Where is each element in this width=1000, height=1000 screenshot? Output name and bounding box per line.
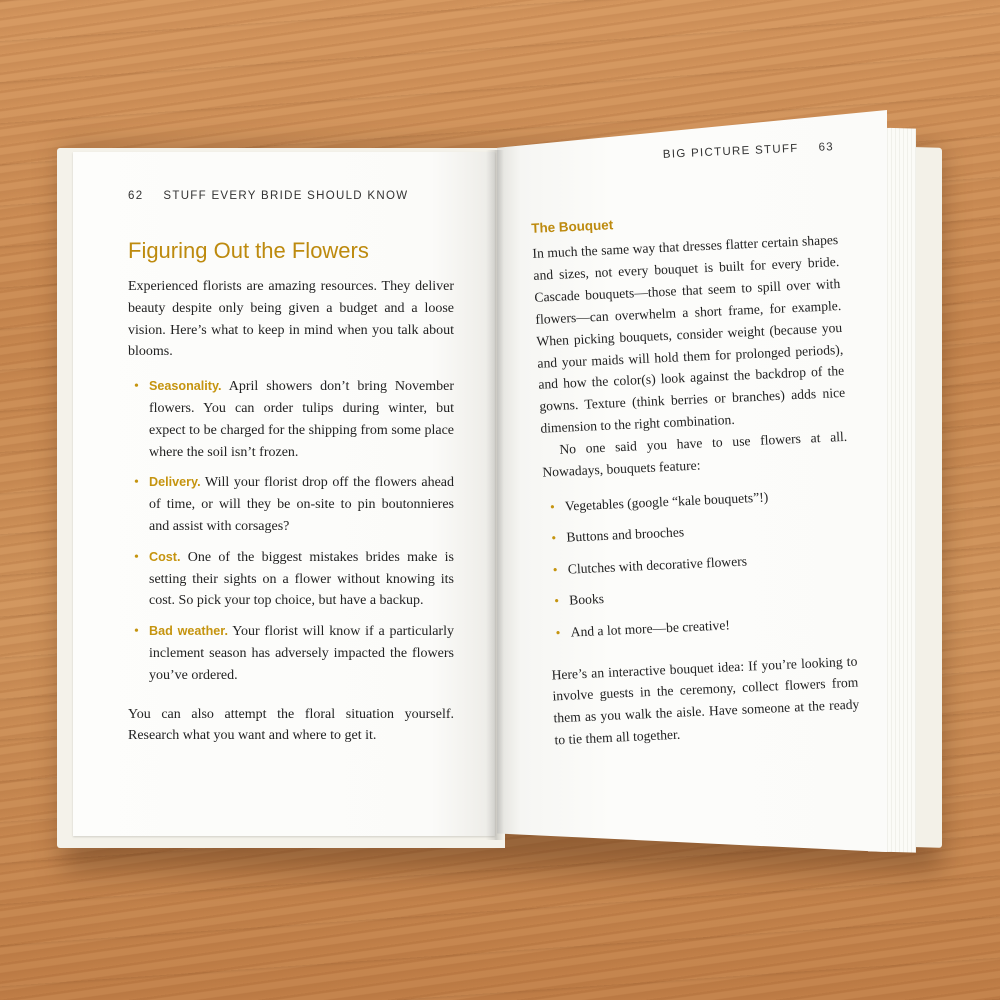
left-page-content bbox=[128, 190, 454, 747]
subsection-title: The Bouquet bbox=[530, 217, 614, 236]
list-item bbox=[548, 577, 855, 613]
list-item bbox=[546, 545, 853, 581]
book-gutter bbox=[486, 150, 504, 840]
bullet-dot: • bbox=[134, 549, 139, 565]
bouquet-list bbox=[544, 483, 856, 644]
list-item-text: April showers don’t bring November flowers. You can order tulips during winter, but expect to be charged for the shipping from some place where the soil isn’t frozen. bbox=[149, 379, 454, 460]
right-page-content bbox=[528, 141, 861, 751]
tips-list bbox=[128, 376, 454, 686]
bouquet-paragraph: In much the same way that dresses flatter certain shapes and sizes, not every bouquet is built for every bride. Cascade bouquets—those that seem to spill over with flowers—can overwhelm a short frame, for example. When picking bouquets, consider weight (because you and your maids will hold them for prolonged periods), and how the color(s) look against the backdrop of the gowns. Texture (think berries or branches) adds nice dimension to the right combination. bbox=[532, 232, 846, 436]
list-item-lead: Bad weather. bbox=[149, 624, 228, 639]
list-item-lead: Delivery. bbox=[149, 475, 201, 490]
bullet-dot: • bbox=[552, 561, 558, 578]
left-running-head bbox=[128, 190, 454, 202]
list-item-text: One of the biggest mistakes brides make is setting their sights on a flower without knowing its cost. So pick your top choice, but have a backup. bbox=[149, 549, 454, 609]
section-title: Figuring Out the Flowers bbox=[128, 238, 369, 263]
list-item bbox=[544, 483, 851, 519]
right-page-number: 63 bbox=[818, 141, 835, 154]
list-item bbox=[128, 547, 454, 612]
bullet-dot: • bbox=[551, 530, 557, 546]
interactive-idea-paragraph: Here’s an interactive bouquet idea: If you’re looking to involve guests in the ceremony, collect flowers from them as you walk the aisle. Have someone at the ready to tie them all together. bbox=[551, 653, 860, 748]
bullet-dot: • bbox=[134, 475, 139, 491]
list-item-text: Will your florist drop off the flowers ahead of time, or will they be on-site to pin boutonnieres and assist with corsages? bbox=[149, 475, 454, 534]
intro-paragraph: Experienced florists are amazing resources. They deliver beauty despite only being given a budget and a loose vision. Here’s what to keep in mind when you talk about blooms. bbox=[128, 279, 454, 360]
left-page-number: 62 bbox=[128, 190, 144, 202]
bullet-dot: • bbox=[134, 379, 139, 395]
bullet-dot: • bbox=[553, 593, 560, 609]
list-item bbox=[545, 514, 852, 550]
bullet-dot: • bbox=[134, 624, 139, 640]
list-item bbox=[128, 376, 454, 463]
bouquet-feature-paragraph: No one said you have to use flowers at all. Nowadays, bouquets feature: bbox=[542, 428, 848, 480]
list-item-text: Clutches with decorative flowers bbox=[567, 553, 748, 577]
list-item-text: Books bbox=[568, 591, 605, 608]
left-running-head-text: STUFF EVERY BRIDE SHOULD KNOW bbox=[163, 190, 409, 202]
list-item-lead: Seasonality. bbox=[149, 379, 222, 394]
right-running-head-text: BIG PICTURE STUFF bbox=[662, 142, 799, 161]
list-item-text: And a lot more—be creative! bbox=[570, 616, 731, 640]
list-item-text: Your florist will know if a particularly inclement season has adversely impacted the flowers you’ve ordered. bbox=[149, 624, 454, 683]
list-item bbox=[128, 621, 454, 686]
list-item-text: Buttons and brooches bbox=[566, 524, 685, 546]
list-item bbox=[549, 608, 856, 644]
list-item bbox=[128, 472, 454, 537]
list-item-text: Vegetables (google “kale bouquets”!) bbox=[564, 489, 769, 514]
bullet-dot: • bbox=[549, 499, 556, 515]
list-item-lead: Cost. bbox=[149, 549, 181, 564]
bullet-dot: • bbox=[555, 624, 561, 640]
closing-paragraph: You can also attempt the floral situation yourself. Research what you want and where to get it. bbox=[128, 706, 454, 744]
